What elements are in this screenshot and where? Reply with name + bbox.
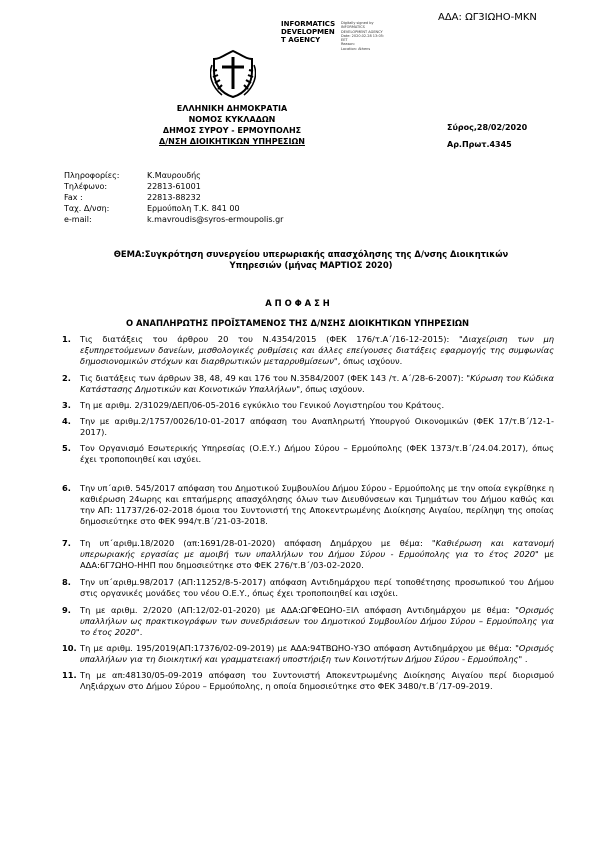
item-quoted-title: Κύρωση του Κώδικα Κατάστασης Δημοτικών και Κοινοτικών Υπαλλήλων [80,373,554,394]
signature-detail-line: EET [341,38,348,43]
item-number: 11. [62,670,77,680]
item-text [80,670,554,692]
list-item [62,334,554,367]
list-item [62,605,554,638]
item-text-part: ", όπως ισχύουν. [296,384,365,394]
list-item [62,373,554,395]
subject-line: ΘΕΜΑ:Συγκρότηση συνεργείου υπερωριακής απασχόλησης της Δ/νσης Διοικητικών [113,249,509,259]
greek-emblem-icon [210,45,256,103]
item-number: 3. [62,400,71,410]
item-text [80,643,554,665]
item-number: 9. [62,605,71,615]
signature-detail-line: Date: 2020.02.28 13:05: [341,33,385,38]
list-item [62,538,554,571]
item-text-part: ". [135,627,143,637]
issuing-authority [128,103,336,147]
item-text-part: Τη με αριθμ. 195/2019(ΑΠ:17376/02-09-2019) με ΑΔΑ:94ΤΒΩΗΟ-Υ3Ο απόφαση Αντιδημάρχου με θέμα: " [80,643,519,653]
signature-detail-line: Reason: [341,42,355,47]
contact-row [64,203,283,214]
item-text-part: Τον Οργανισμό Εσωτερικής Υπηρεσίας (Ο.Ε.Υ.) Δήμου Σύρου – Ερμούπολης (ΦΕΚ 1373/τ.Β΄/24.04.2017), όπως έχει τροποποιηθεί και ισχύει. [80,443,554,464]
item-text [80,400,554,411]
subject [66,249,556,271]
contact-row [64,181,283,192]
item-text-part: Τη με αριθμ. 2/31029/ΔΕΠ/06-05-2016 εγκύκλιο του Γενικού Λογιστηρίου του Κράτους. [80,400,445,410]
item-number: 10. [62,643,77,653]
item-quoted-title: Διαχείριση των μη εξυπηρετούμενων δανείων, μισθολογικές ρυθμίσεις και άλλες επείγουσες διατάξεις εφαρμογής της συμφωνίας δημοσιονομικών στόχων και διαρθρωτικών μεταρρυθμίσεων [80,334,554,366]
item-number: 6. [62,483,71,493]
issuer-line-municipality: ΔΗΜΟΣ ΣΥΡΟΥ - ΕΡΜΟΥΠΟΛΗΣ [162,126,302,135]
list-item [62,670,554,692]
signature-detail-line: Digitally signed by [341,21,374,25]
contact-label: Ταχ. Δ/νση: [64,204,110,213]
agency-signature-name [281,20,341,44]
list-item [62,483,554,527]
item-number: 1. [62,334,71,344]
item-text [80,538,554,571]
item-text-part: Τη υπ΄αριθμ.18/2020 (απ:1691/28-01-2020) απόφαση Δημάρχου με θέμα: " [80,538,436,548]
contact-label: Πληροφορίες: [64,171,120,180]
item-text [80,577,554,599]
item-text [80,334,554,367]
document-date: Σύρος,28/02/2020 [447,123,528,132]
contact-value: 22813-88232 [147,193,201,202]
list-item [62,577,554,599]
contact-row [64,170,283,181]
item-text-part: Τη με απ:48130/05-09-2019 απόφαση του Συντονιστή Αποκεντρωμένης Διοίκησης Αιγαίου περί διορισμού Ληξιάρχων στο Δήμου Σύρου – Ερμούπολης, η οποία δημοσιεύτηκε στο ΦΕΚ 3480/τ.Β΄/17-09-2019. [80,670,554,691]
contact-label: Τηλέφωνο: [64,182,108,191]
item-number: 7. [62,538,71,548]
item-number: 8. [62,577,71,587]
item-text-part: ", όπως ισχύουν. [333,356,403,366]
item-number: 4. [62,416,71,426]
item-number: 2. [62,373,71,383]
item-text-part: Τη με αριθμ. 2/2020 (ΑΠ:12/02-01-2020) με ΑΔΑ:ΩΓΦΕΩΗΟ-ΞΙΛ απόφαση Αντιδημάρχου με θέμα: " [80,605,519,615]
contact-label: Fax : [64,193,83,202]
ada-code: ΑΔΑ: ΩΓ3ΙΩΗΟ-ΜΚΝ [438,12,537,23]
list-item [62,643,554,665]
item-text-part: Την υπ΄αριθμ.98/2017 (ΑΠ:11252/8-5-2017) απόφαση Αντιδημάρχου περί τοποθέτησης προσωπικού του Δήμου στις οργανικές μονάδες του νέου Ο.Ε.Υ., όπως έχει τροποποιηθεί και ισχύει. [80,577,554,598]
issuer-line-republic: ΕΛΛΗΝΙΚΗ ΔΗΜΟΚΡΑΤΙΑ [176,104,288,113]
decision-title: Α Π Ο Φ Α Σ Η [265,298,330,308]
item-text [80,416,554,438]
contact-value: Ερμούπολη Τ.Κ. 841 00 [147,204,240,213]
contact-label: e-mail: [64,215,92,224]
contact-email[interactable]: k.mavroudis@syros-ermoupolis.gr [147,215,284,224]
item-text-part: Την υπ΄αριθ. 545/2017 απόφαση του Δημοτικού Συμβουλίου Δήμου Σύρου - Ερμούπολης με την οποία εγκρίθηκε η καθιέρωση 24ωρης και επταήμερης απασχόλησης όλων των Διευθύνσεων και Τμημάτων του Δήμου καθώς και την ΑΠ: 11737/26-02-2018 όμοια του Συντονιστή της Αποκεντρωμένης Διοίκησης Αιγαίου, περίληψη της οποίας δημοσιεύτηκε στο ΦΕΚ 994/τ.Β΄/21-03-2018. [80,483,554,526]
item-text [80,605,554,638]
agency-signature-details [341,21,401,51]
agency-name-line: DEVELOPMEN [281,28,335,36]
list-item [62,416,554,438]
protocol-number: Αρ.Πρωτ.4345 [447,140,512,149]
acting-head-title: Ο ΑΝΑΠΛΗΡΩΤΗΣ ΠΡΟΪΣΤΑΜΕΝΟΣ ΤΗΣ Δ/ΝΣΗΣ ΔΙΟΙΚΗΤΙΚΩΝ ΥΠΗΡΕΣΙΩΝ [125,318,470,328]
signature-detail-line: DEVELOPMENT AGENCY [341,29,383,34]
contact-row [64,192,283,203]
contact-info [64,170,283,225]
item-text [80,483,554,527]
item-text-part: " με ΑΔΑ:6Γ7ΩΗΟ-ΗΗΠ που δημοσιεύτηκε στο ΦΕΚ 276/τ.Β΄/03-02-2020. [80,549,555,570]
date-protocol-block [447,119,527,153]
item-text [80,373,554,395]
issuer-line-prefecture: ΝΟΜΟΣ ΚΥΚΛΑΔΩΝ [188,115,276,124]
signature-detail-line: INFORMATICS [341,25,365,30]
item-quoted-title: Καθιέρωση και κατανομή υπερωριακής εργασίας με αμοιβή των υπαλλήλων του Δήμου Σύρου - Ερμούπολης για το έτος 2020 [80,538,554,559]
item-text-part: Τις διατάξεις του άρθρου 20 του Ν.4354/2015 (ΦΕΚ 176/τ.Α΄/16-12-2015): " [80,334,463,344]
item-quoted-title: Ορισμός υπαλλήλων για τη διοικητική και γραμματειακή υποστήριξη των Κοινοτήτων Δήμου Σύρου - Ερμούπολης [80,643,554,664]
list-item [62,400,554,411]
contact-value: Κ.Μαυρουδής [147,171,201,180]
item-text-part: " . [518,654,528,664]
considerations-list [62,334,554,692]
subject-line: Υπηρεσιών (μήνας ΜΑΡΤΙΟΣ 2020) [229,260,393,270]
agency-name-line: T AGENCY [281,36,321,44]
item-quoted-title: Ορισμός υπαλλήλων ως πρακτικογράφων των συνεδριάσεων του Δημοτικού Συμβουλίου Δήμου Σύρου – Ερμούπολης για το έτος 2020 [80,605,554,637]
signature-detail-line: Location: Athens [341,46,371,51]
issuer-line-directorate: Δ/ΝΣΗ ΔΙΟΙΚΗΤΙΚΩΝ ΥΠΗΡΕΣΙΩΝ [159,137,305,146]
item-number: 5. [62,443,71,453]
list-item [62,443,554,465]
item-text [80,443,554,465]
contact-row [64,214,283,225]
item-text-part: Τις διατάξεις των άρθρων 38, 48, 49 και 176 του Ν.3584/2007 (ΦΕΚ 143 /τ. Α΄/28-6-2007): " [80,373,471,383]
item-text-part: Την με αριθμ.2/1757/0026/10-01-2017 απόφαση του Αναπληρωτή Υπουργού Οικονομικών (ΦΕΚ 17/τ.Β΄/12-1-2017). [80,416,554,437]
agency-name-line: INFORMATICS [281,20,336,28]
contact-value: 22813-61001 [147,182,201,191]
